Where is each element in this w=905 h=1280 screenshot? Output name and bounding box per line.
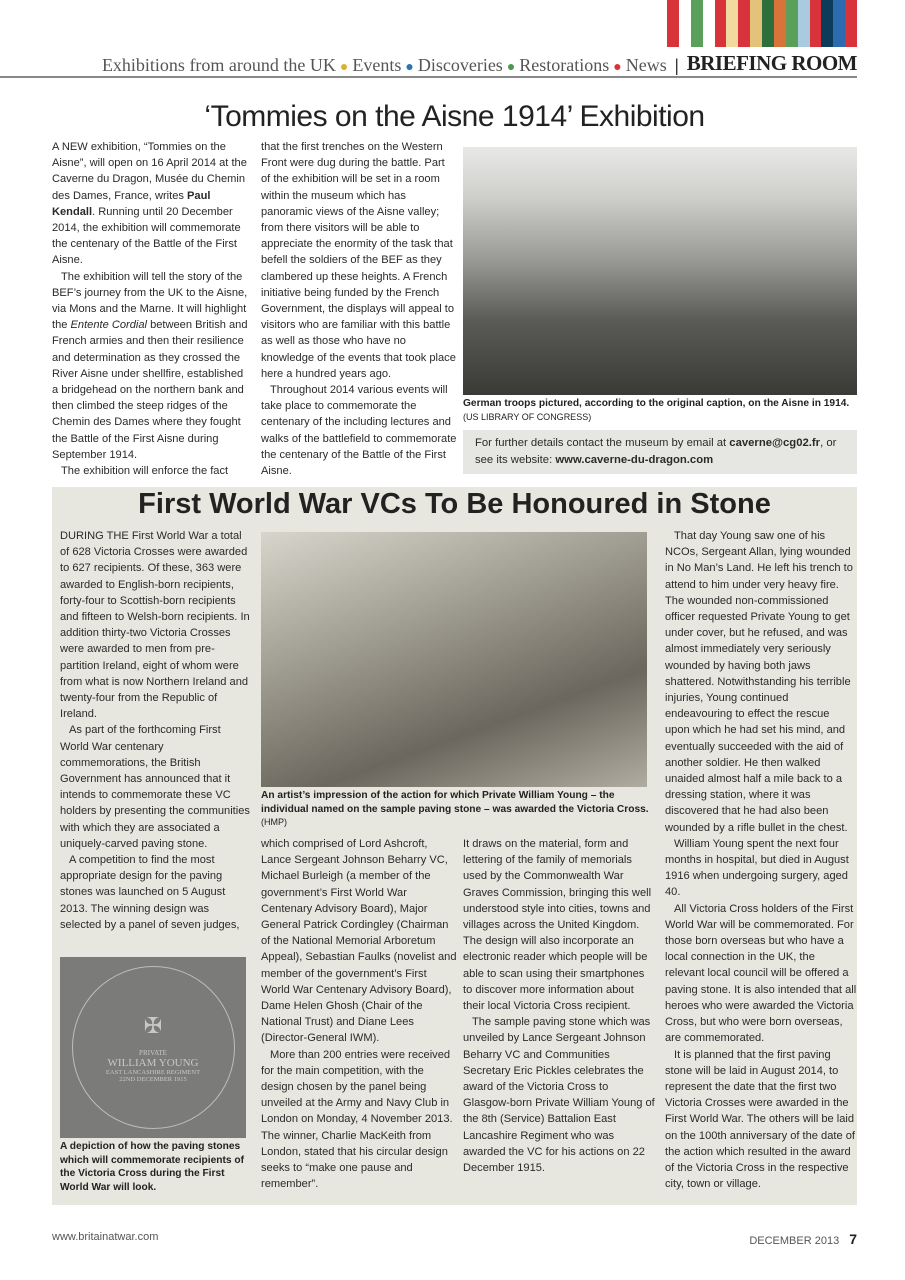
stripe — [762, 0, 774, 47]
body-text: DURING THE First World War a total of 628 Victoria Crosses were awarded to 627 recipients. Of these, 363 were awarded to English-born recipients, forty-four to Scottish-born recipients and fifteen to Welsh-born recipients. In addition thirty-two Victoria Crosses were awarded to men from pre-partition Ireland, eight of whom were from what is now Northern Ireland and twenty-four from the Republic of Ireland. — [60, 530, 250, 721]
body-text: A competition to find the most appropriate design for the paving stones was launched on 5 August 2013. The winning design was selected by a panel of seven judges, — [60, 854, 240, 931]
article2-column-2 — [261, 836, 457, 1192]
bullet-icon: ● — [506, 60, 516, 75]
body-text: All Victoria Cross holders of the First World War will be commemorated. For those born overseas but who have a local connection in the UK, the relevant local council will be offered a paving stone. It is also intended that all heroes who were awarded the Victoria Cross, but who were born overseas, are commemorated. — [665, 902, 857, 1045]
photo-caption: German troops pictured, according to the original caption, on the Aisne in 1914. (US LIBRARY OF CONGRESS) — [463, 398, 850, 422]
body-text: It draws on the material, form and lettering of the family of memorials used by the Commonwealth War Graves Commission, bringing this well understood style into cities, towns and villages across the United Kingdom. The design will also incorporate an electronic reader which people will be able to scan using their smartphones to discover more information about their local Victoria Cross recipient. — [463, 838, 652, 1013]
article2-title: First World War VCs To Be Honoured in Stone — [138, 488, 771, 520]
header-rule — [0, 76, 857, 78]
stripe — [750, 0, 762, 47]
body-text: As part of the forthcoming First World War centenary commemorations, the British Government has announced that it intends to commemorate these VC holders by presenting the communities with which they are associated a uniquely-carved paving stone. — [60, 724, 250, 850]
body-text: More than 200 entries were received for the main competition, with the design chosen by the panel being unveiled at the Army and Navy Club in London on Monday, 4 November 2013. The winner, Charlie MacKeith from London, stated that his circular design seeks to “make one pause and remember”. — [261, 1048, 453, 1191]
footer-issue-info — [749, 1231, 857, 1247]
stripe — [774, 0, 786, 47]
body-text: That day Young saw one of his NCOs, Sergeant Allan, lying wounded in No Man’s Land. He left his trench to attend to him under very heavy fire. The wounded non-commissioned officer requested Private Young to get under cover, but he refused, and was almost immediately very seriously wounded by having both jaws shattered. Notwithstanding his terrible injuries, Young continued endeavouring to effect the rescue upon which he had set his mind, and eventually succeeded with the aid of another soldier. He then walked unaided almost half a mile back to a dressing station, where it was discovered that he had also been wounded by a rifle bullet in the chest. — [665, 530, 853, 834]
stripe — [810, 0, 822, 47]
nav-discoveries: Discoveries — [417, 55, 503, 75]
stripe — [667, 0, 679, 47]
stripe — [715, 0, 727, 47]
contact-box: For further details contact the museum by email at caverne@cg02.fr, or see its website: www.caverne-du-dragon.com — [463, 430, 857, 474]
stone-name: WILLIAM YOUNG — [107, 1056, 199, 1069]
body-text: Throughout 2014 various events will take place to commemorate the centenary of the including lectures and walks of the battlefield to commemorate the centenary of the Battle of the First Aisne. — [261, 384, 457, 478]
paving-stone-image — [60, 957, 246, 1138]
body-text: which comprised of Lord Ashcroft, Lance Sergeant Johnson Beharry VC, Michael Burleigh (a member of the government’s First World War Centenary Advisory Board), Major General Patrick Cordingley (Chairman of the National Memorial Arboretum Appeal), Sebastian Faulks (novelist and member of the government’s First World War Centenary Advisory Board), Dame Helen Ghosh (Chair of the National Trust) and Diane Lees (Director-General IWM). — [261, 838, 457, 1045]
paving-stone-caption: A depiction of how the paving stones which will commemorate recipients of the Victoria Cross during the First World War will look. — [60, 1141, 244, 1193]
stripe — [691, 0, 703, 47]
stripe — [833, 0, 845, 47]
footer-website[interactable]: www.britainatwar.com — [52, 1231, 159, 1243]
body-text: The sample paving stone which was unveiled by Lance Sergeant Johnson Beharry VC and Communities Secretary Eric Pickles celebrates the award of the Victoria Cross to Glasgow-born Private William Young of the 8th (Service) Battalion East Lancashire Regiment who was awarded the VC for his actions on 22 December 1915. — [463, 1016, 655, 1175]
body-text: It is planned that the first paving stone will be laid in August 2014, to represent the date that the first two Victoria Crosses were awarded in the First World War. The others will be laid on the 100th anniversary of the date of the action which resulted in the award of the Victoria Cross in the respective city, town or village. — [665, 1048, 855, 1191]
body-text: Entente Cordial — [70, 319, 147, 332]
body-text: . Running until 20 December 2014, the exhibition will commemorate the centenary of the Battle of the First Aisne. — [52, 205, 241, 267]
body-text: The exhibition will tell the story of the BEF’s journey from the UK to the Aisne, via Mons and the Marne. It will highlight the — [52, 270, 248, 332]
stripe — [726, 0, 738, 47]
victoria-cross-icon: ✠ — [143, 1012, 163, 1038]
article1-column-2 — [261, 139, 457, 479]
bullet-icon: ● — [339, 60, 349, 75]
nav-restorations: Restorations — [519, 55, 610, 75]
contact-website[interactable]: www.caverne-du-dragon.com — [555, 453, 714, 466]
nav-news: News — [625, 55, 667, 75]
stripe — [845, 0, 857, 47]
stripe — [703, 0, 715, 47]
body-text: The exhibition will enforce the fact — [61, 465, 229, 478]
bullet-icon: ● — [613, 60, 622, 75]
page-number: 7 — [849, 1231, 857, 1247]
stone-regiment: EAST LANCASHIRE REGIMENT — [105, 1068, 201, 1076]
german-troops-photo — [463, 147, 857, 395]
stripe — [738, 0, 750, 47]
divider: | — [674, 55, 679, 75]
stripe — [821, 0, 833, 47]
stripe — [786, 0, 798, 47]
artist-impression-image — [261, 532, 647, 787]
body-text: between British and French armies and then their resilience and determination as they crossed the River Aisne under shellfire, established a bridgehead on the northern bank and then climbed the steep ridges of the Chemin des Dames where they fought the Battle of the First Aisne during September 1914. — [52, 319, 248, 461]
header-color-stripes — [667, 0, 857, 47]
stripe — [798, 0, 810, 47]
section-brand: BRIEFING ROOM — [686, 51, 857, 75]
nav-events: Events — [352, 55, 402, 75]
article1-title: ‘Tommies on the Aisne 1914’ Exhibition — [204, 100, 705, 133]
body-text: William Young spent the next four months in hospital, but died in August 1916 when undergoing surgery, aged 40. — [665, 837, 849, 899]
stripe — [679, 0, 691, 47]
stone-date: 22ND DECEMBER 1915 — [119, 1075, 187, 1083]
author-name: Paul Kendall — [52, 189, 211, 218]
issue-date: DECEMBER 2013 — [749, 1235, 840, 1247]
contact-email[interactable]: caverne@cg02.fr — [729, 437, 821, 449]
article1-column-1 — [52, 139, 248, 479]
section-nav — [48, 50, 857, 76]
nav-exhibitions: Exhibitions from around the UK — [101, 55, 336, 75]
image-caption: An artist’s impression of the action for which Private William Young – the individual named on the sample paving stone – was awarded the Victoria Cross. (HMP) — [261, 790, 649, 827]
bullet-icon: ● — [405, 60, 414, 75]
article2-column-4 — [665, 528, 857, 1192]
article2-column-3 — [463, 836, 655, 1176]
stone-rank: PRIVATE — [139, 1048, 167, 1057]
article2-column-1 — [60, 528, 252, 933]
body-text: A NEW exhibition, “Tommies on the Aisne”, will open on 16 April 2014 at the Caverne du Dragon, Musée du Chemin des Dames, France, writes — [52, 141, 247, 202]
body-text: that the first trenches on the Western Front were dug during the battle. Part of the exhibition will be set in a room within the museum which has panoramic views of the Aisne valley; from there visitors will be able to appreciate the enormity of the task that befell the soldiers of the BEF as they clambered up these heights. A French initiative being funded by the French Government, the displays will appeal to visitors who are familiar with this battle as well as those who have no knowledge of the events that took place here a hundred years ago. — [261, 141, 456, 380]
